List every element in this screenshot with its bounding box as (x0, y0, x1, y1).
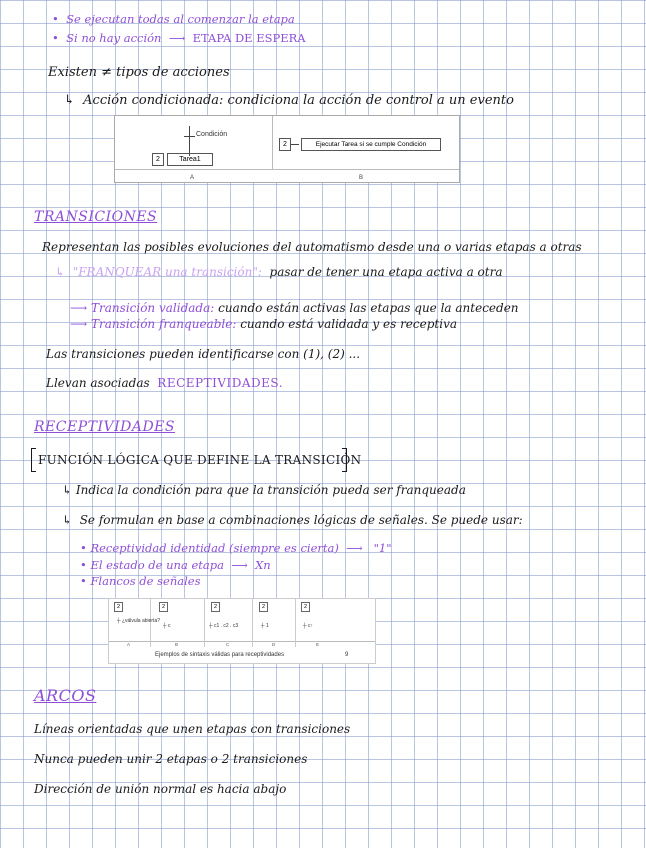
heading-transiciones: TRANSICIONES (34, 209, 158, 225)
line-indica: ↳ Indica la condición para que la transición pueda ser franqueada (62, 483, 466, 497)
transition-bar (184, 136, 195, 137)
line-identificarse: Las transiciones pueden identificarse con (1), (2) ... (46, 347, 361, 361)
line-validada: ⟶ Transición validada: cuando están activas las etapas que la anteceden (70, 301, 519, 315)
heading-receptividades: RECEPTIVIDADES (34, 419, 175, 435)
bullet-flancos: • Flancos de señales (80, 574, 201, 588)
heading-arcos: ARCOS (34, 686, 97, 705)
fig2-label-d: ┼ 1 (261, 623, 269, 629)
line-franquear: ↳ "FRANQUEAR una transición": pasar de tener una etapa activa a otra (55, 265, 503, 279)
fig2-num-e: 2 (301, 602, 310, 612)
line-formulan: ↳ Se formulan en base a combinaciones lógicas de señales. Se puede usar: (62, 513, 523, 527)
col-label-b: B (359, 175, 364, 181)
bullet-ejecutan: • Se ejecutan todas al comenzar la etapa (52, 12, 295, 26)
line-arcos-2: Nunca pueden unir 2 etapas o 2 transiciones (34, 752, 308, 766)
bracket-right (342, 448, 347, 472)
fig2-div-3 (252, 599, 253, 647)
line-accion-condicionada: ↳ Acción condicionada: condiciona la acción de control a un evento (64, 93, 514, 108)
bracket-left (31, 448, 36, 472)
fig2-label-b: ┼ c (163, 623, 171, 629)
fig2-col-b: B (175, 642, 179, 647)
bullet-estado-etapa: • El estado de una etapa ⟶ Xn (80, 558, 271, 572)
fig2-div-2 (204, 599, 205, 647)
fig2-caption: Ejemplos de sintaxis válidas para receptividades (155, 652, 285, 658)
fig2-col-d: D (272, 642, 276, 647)
line-representan: Representan las posibles evoluciones del automatismo desde una o varias etapas a otras (42, 240, 582, 254)
step-number-a: 2 (152, 153, 164, 166)
fig2-col-e: E (316, 642, 320, 647)
fig2-label-c: ┼ c1 . c2 . c3 (209, 623, 239, 629)
fig2-col-c: C (226, 642, 230, 647)
figure-accion-condicionada (114, 115, 460, 183)
line-franqueable: ⟶ Transición franqueable: cuando está validada y es receptiva (70, 317, 458, 331)
fig2-page-number: 9 (345, 652, 349, 658)
fig2-num-b: 2 (159, 602, 168, 612)
fig2-div-4 (295, 599, 296, 647)
task-box-a: Tarea1 (167, 153, 213, 166)
task-box-b: Ejecutar Tarea si se cumple Condición (301, 138, 441, 151)
fig2-num-c: 2 (211, 602, 220, 612)
step-number-b: 2 (279, 138, 291, 151)
fig2-label-a: ┼ ¿válvula abierta? (117, 618, 161, 624)
col-label-a: A (190, 175, 195, 181)
fig2-col-a: A (127, 642, 131, 647)
bullet-no-accion: • Si no hay acción ⟶ ETAPA DE ESPERA (52, 31, 306, 45)
condicion-label: Condición (196, 131, 228, 138)
transition-line (189, 126, 190, 156)
fig2-label-e: ┼ c↑ (303, 623, 313, 629)
figure2-footer-line (109, 641, 375, 642)
fig2-num-d: 2 (259, 602, 268, 612)
connector-b (291, 144, 299, 145)
figure-footer-line (115, 169, 459, 170)
line-existen: Existen ≠ tipos de acciones (48, 65, 230, 80)
line-arcos-1: Líneas orientadas que unen etapas con transiciones (34, 722, 351, 736)
bullet-identidad: • Receptividad identidad (siempre es cierta) ⟶ "1" (80, 541, 392, 555)
funcion-logica: FUNCIÓN LÓGICA QUE DEFINE LA TRANSICIÓN (38, 453, 362, 467)
figure-divider (272, 116, 273, 170)
line-arcos-3: Dirección de unión normal es hacia abajo (34, 782, 287, 796)
figure-receptividades (108, 598, 376, 664)
line-llevan: Llevan asociadas RECEPTIVIDADES. (46, 376, 284, 390)
fig2-num-a: 2 (114, 602, 123, 612)
